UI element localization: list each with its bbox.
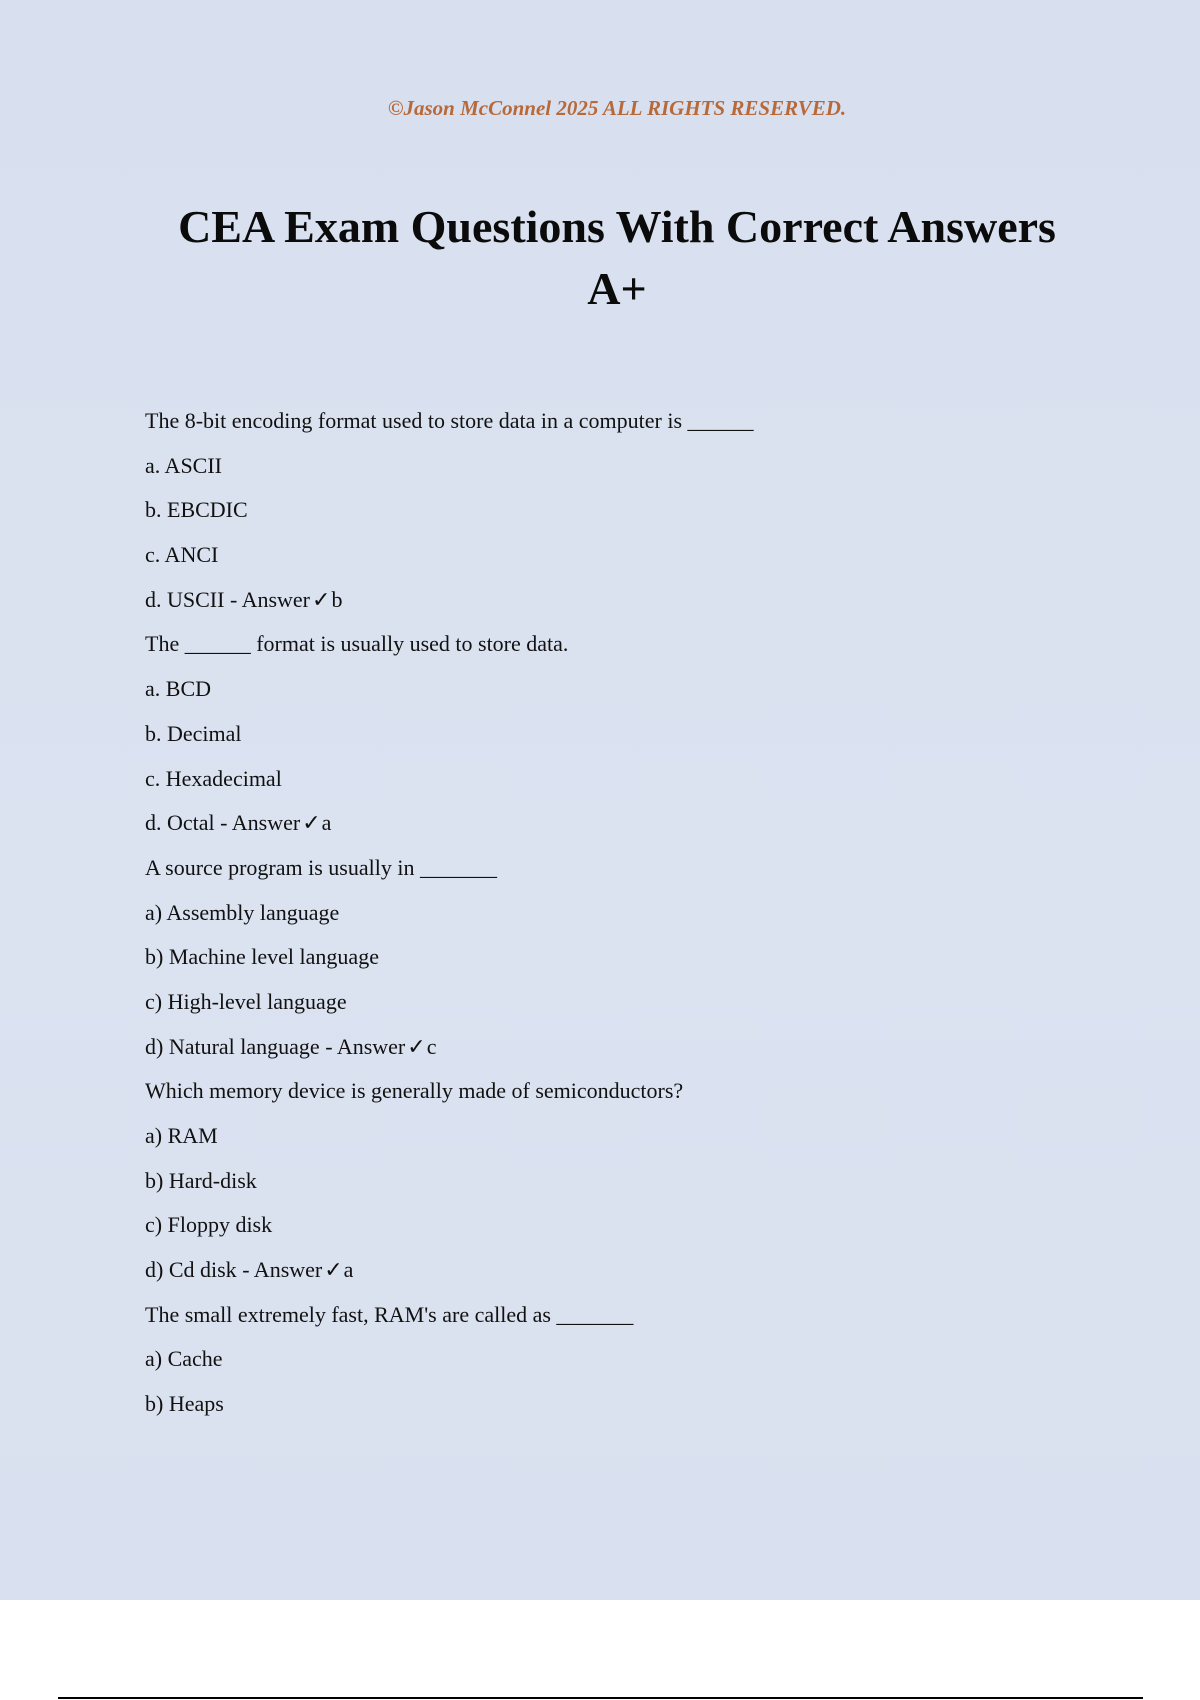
answer-option: d) Cd disk (145, 1257, 237, 1283)
correct-answer: b (331, 586, 343, 612)
answer-option: b) Hard-disk (145, 1167, 257, 1193)
answer-prefix: - Answer (319, 1033, 406, 1059)
answer-prefix: - Answer (224, 586, 310, 612)
correct-answer: c (426, 1033, 437, 1059)
answer-option-with-key (145, 1252, 1105, 1297)
answer-option: a) RAM (145, 1123, 218, 1148)
answer-option: b) Heaps (145, 1391, 224, 1417)
answer-option: b. EBCDIC (145, 497, 248, 523)
answer-option: c. ANCI (145, 542, 219, 568)
answer-prefix: - Answer (236, 1257, 323, 1283)
correct-answer: a (321, 810, 332, 836)
answer-option: b) Machine level language (145, 944, 379, 970)
checkmark-icon: ✓ (312, 587, 331, 613)
answer-option: a) Cache (145, 1346, 223, 1372)
answer-option: c. Hexadecimal (145, 765, 282, 791)
answer-option: a. ASCII (145, 452, 222, 478)
question-list (145, 403, 1105, 1431)
answer-option-with-key (145, 1029, 1105, 1074)
answer-option: d. Octal (145, 810, 215, 836)
answer-option-with-key (145, 805, 1105, 850)
checkmark-icon: ✓ (407, 1034, 426, 1060)
answer-option: d. USCII (145, 586, 225, 612)
answer-option-with-key (145, 582, 1105, 627)
question-text: Which memory device is generally made of semiconductors? (145, 1078, 684, 1104)
answer-option: b. Decimal (145, 720, 242, 746)
question-text: The ______ format is usually used to store data. (145, 631, 569, 657)
answer-option: c) High-level language (145, 988, 347, 1014)
question-text: The 8-bit encoding format used to store data in a computer is ______ (145, 408, 754, 433)
correct-answer: a (343, 1257, 354, 1283)
title-line-1: CEA Exam Questions With Correct Answers (178, 201, 1056, 252)
title-line-2: A+ (587, 263, 647, 314)
answer-option: c) Floppy disk (145, 1212, 273, 1238)
answer-prefix: - Answer (214, 810, 301, 836)
answer-option: a. BCD (145, 676, 211, 702)
checkmark-icon: ✓ (302, 811, 321, 837)
answer-option: d) Natural language (145, 1033, 320, 1059)
document-title (110, 196, 1124, 320)
checkmark-icon: ✓ (324, 1258, 343, 1284)
answer-option: a) Assembly language (145, 899, 340, 925)
footer-divider (58, 1697, 1143, 1699)
question-text: A source program is usually in _______ (145, 854, 497, 880)
question-text: The small extremely fast, RAM's are called as _______ (145, 1301, 634, 1327)
copyright-notice: ©Jason McConnel 2025 ALL RIGHTS RESERVED. (387, 96, 847, 120)
